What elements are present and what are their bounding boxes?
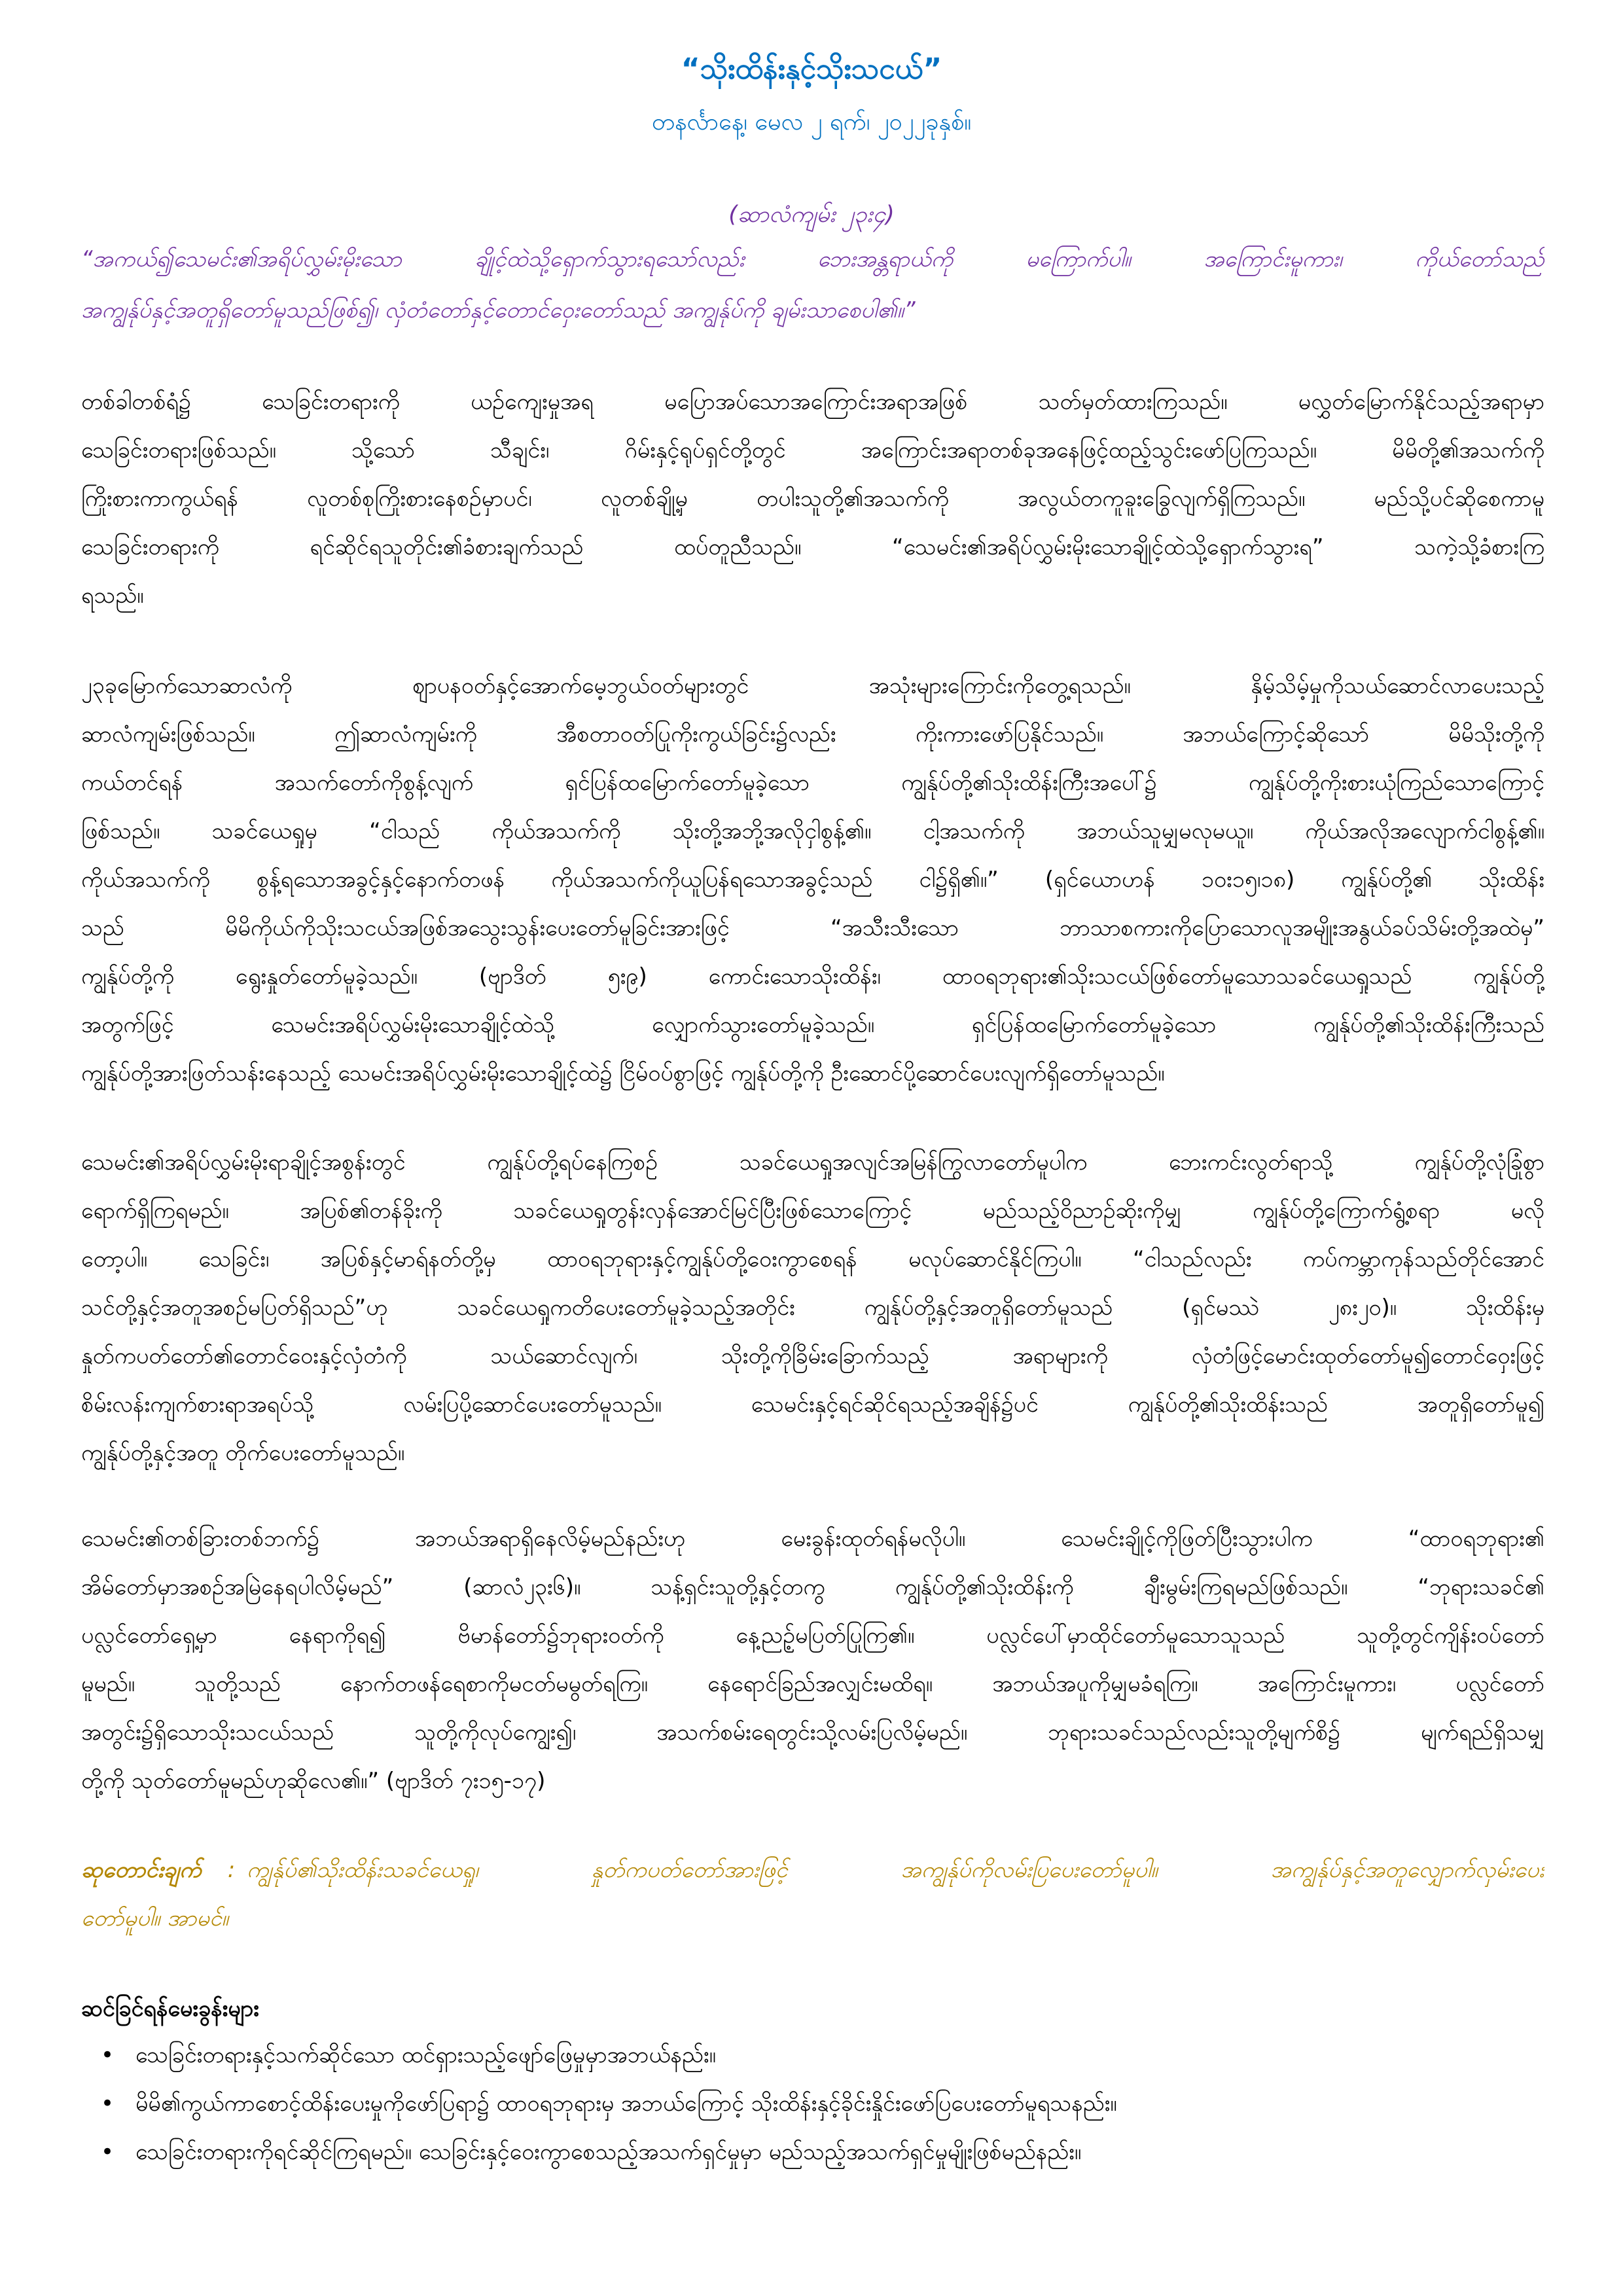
scripture-reference: (ဆာလံကျမ်း ၂၃း၄) [728, 202, 895, 228]
paragraph-line: သင်တို့နှင့်အတူအစဉ်မပြတ်ရှိသည်”ဟု သခင်ယေရှုကတိပေးတော်မူခဲ့သည့်အတိုင်း ကျွန်ုပ်တို့နှင့်အတူရှိတော်မူသည် (ရှင်မဿဲ ၂၈း၂၀)။ သိုးထိန်းမှ [81, 1295, 1544, 1321]
paragraph-line: သေမင်း၏တစ်ခြားတစ်ဘက်၌ အဘယ်အရာရှိနေလိမ့်မည်နည်းဟု မေးခွန်းထုတ်ရန်မလိုပါ။ သေမင်းချိုင့်ကိုဖြတ်ပြီးသွားပါက “ထာဝရဘုရား၏ [81, 1526, 1544, 1552]
paragraph-line: တို့ကို သုတ်တော်မူမည်ဟုဆိုလေ၏။” (ဗျာဒိတ် ၇း၁၅-၁၇) [81, 1768, 546, 1794]
prayer-line: တော်မူပါ။ အာမင်။ [81, 1905, 229, 1931]
paragraph-line: ကြိုးစားကာကွယ်ရန် လူတစ်စုကြိုးစားနေစဉ်မှာပင်၊ လူတစ်ချို့မှ တပါးသူတို့၏အသက်ကို အလွယ်တကူခူးခြွေလျက်ရှိကြသည်။ မည်သို့ပင်ဆိုစေကာမူ [81, 486, 1544, 512]
paragraph-line: အတွက်ဖြင့် သေမင်းအရိပ်လွှမ်းမိုးသောချိုင့်ထဲသို့ လျှောက်သွားတော်မူခဲ့သည်။ ရှင်ပြန်ထမြောက်တော်မူခဲ့သော ကျွန်ုပ်တို့၏သိုးထိန်းကြီးသည် [81, 1012, 1544, 1038]
paragraph-line: ရသည်။ [81, 583, 144, 609]
paragraph-line: မူမည်။ သူတို့သည် နောက်တဖန်ရေစာကိုမငတ်မမွတ်ရကြ။ နေရောင်ခြည်အလျှင်းမထိရ။ အဘယ်အပူကိုမျှမခံရကြ။ အကြောင်းမူကား၊ ပလ္လင်တော် [81, 1671, 1544, 1697]
paragraph-line: ကျွန်ုပ်တို့ကို ရွေးနှုတ်တော်မူခဲ့သည်။ (ဗျာဒိတ် ၅း၉) ကောင်းသောသိုးထိန်း၊ ထာဝရဘုရား၏သိုးသငယ်ဖြစ်တော်မူသောသခင်ယေရှုသည် ကျွန်ုပ်တို့ [81, 963, 1544, 990]
reflection-question-list [81, 2031, 1544, 2176]
prayer-text: ကျွန်ုပ်၏သိုးထိန်းသခင်ယေရှု၊ နှုတ်ကပတ်တော်အားဖြင့် အကျွန်ုပ်ကိုလမ်းပြပေးတော်မူပါ။ အကျွန်ုပ်နှင့်အတူလျှောက်လှမ်းပေး [247, 1857, 1544, 1883]
paragraph-line: တစ်ခါတစ်ရံ၌ သေခြင်းတရားကို ယဉ်ကျေးမှုအရ မပြောအပ်သောအကြောင်းအရာအဖြစ် သတ်မှတ်ထားကြသည်။ မလွှတ်မြောက်နိုင်သည့်အရာမှာ [81, 389, 1544, 415]
paragraph-line: ကျွန်ုပ်တို့နှင့်အတူ တိုက်ပေးတော်မူသည်။ [81, 1440, 405, 1466]
prayer-block [81, 1846, 1544, 1943]
page-title: “သိုးထိန်းနှင့်သိုးသငယ်” [681, 52, 942, 86]
prayer-line [81, 1846, 1544, 1894]
paragraph-line: နှုတ်ကပတ်တော်၏တောင်ဝေးနှင့်လှံတံကို သယ်ဆောင်လျက်၊ သိုးတို့ကိုခြိမ်းခြောက်သည့် အရာများကို လှံတံဖြင့်မောင်းထုတ်တော်မူ၍တောင်ဝှေးဖြင့် [81, 1343, 1544, 1369]
scripture-quote-line: “အကယ်၍သေမင်း၏အရိပ်လွှမ်းမိုးသော ချိုင့်ထဲသို့ရှောက်သွားရသော်လည်း ဘေးအန္တရာယ်ကို မကြောက်ပါ။ အကြောင်းမူကား၊ ကိုယ်တော်သည် [81, 246, 1544, 272]
paragraph-line: ရောက်ရှိကြရမည်။ အပြစ်၏တန်ခိုးကို သခင်ယေရှုတွန်းလှန်အောင်မြင်ပြီးဖြစ်သောကြောင့် မည်သည့်ဝိညာဉ်ဆိုးကိုမျှ ကျွန်ုပ်တို့ကြောက်ရွံ့စရာ မလို [81, 1198, 1544, 1224]
question-text: မိမိ၏ကွယ်ကာစောင့်ထိန်းပေးမှုကိုဖော်ပြရာ၌ ထာဝရဘုရားမှ အဘယ်ကြောင့် သိုးထိန်းနှင့်ခိုင်းနှိုင်းဖော်ပြပေးတော်မူရသနည်း။ [135, 2090, 1117, 2117]
bullet-marker [94, 2079, 120, 2128]
prayer-label: ဆုတောင်းချက် [81, 1857, 202, 1883]
paragraph-line: ကယ်တင်ရန် အသက်တော်ကိုစွန့်လျက် ရှင်ပြန်ထမြောက်တော်မူခဲ့သော ကျွန်ုပ်တို့၏သိုးထိန်းကြီးအပေါ်၌ ကျွန်ုပ်တို့ကိုးစားယုံကြည်သောကြောင့် [81, 770, 1544, 796]
paragraph-line: သေမင်း၏အရိပ်လွှမ်းမိုးရာချိုင့်အစွန်းတွင် ကျွန်ုပ်တို့ရပ်နေကြစဉ် သခင်ယေရှုအလျင်အမြန်ကြွလာတော်မူပါက ဘေးကင်းလွတ်ရာသို့ ကျွန်ုပ်တို့လုံခြုံစွာ [81, 1149, 1544, 1175]
question-text: သေခြင်းတရားနှင့်သက်ဆိုင်သော ထင်ရှားသည့်ဖျော်ဖြေမှုမှာအဘယ်နည်း။ [135, 2042, 716, 2068]
date-line: တနင်္လာနေ့၊ မေလ ၂ ရက်၊ ၂၀၂၂ခုနှစ်။ [651, 109, 972, 135]
paragraph-line: တော့ပါ။ သေခြင်း၊ အပြစ်နှင့်မာရ်နတ်တို့မှ ထာဝရဘုရားနှင့်ကျွန်ုပ်တို့ဝေးကွာစေရန် မလုပ်ဆောင်နိုင်ကြပါ။ “ငါသည်လည်း ကပ်ကမ္ဘာကုန်သည်တိုင်အောင် [81, 1246, 1544, 1272]
paragraph-line: သေခြင်းတရားကို ရင်ဆိုင်ရသူတိုင်း၏ခံစားချက်သည် ထပ်တူညီသည်။ “သေမင်း၏အရိပ်လွှမ်းမိုးသောချိုင့်ထဲသို့ရှောက်သွားရ” သကဲ့သို့ခံစားကြ [81, 534, 1544, 560]
paragraph-line: ကိုယ်အသက်ကို စွန့်ရသောအခွင့်နှင့်နောက်တဖန် ကိုယ်အသက်ကိုယူပြန်ရသောအခွင့်သည် ငါ၌ရှိ၏။” (ရှင်ယောဟန် ၁၀း၁၅၊၁၈) ကျွန်ုပ်တို့၏ သိုးထိန်း [81, 867, 1544, 893]
reflection-heading-block [81, 1984, 1544, 2033]
paragraph-line: ကျွန်ုပ်တို့အားဖြတ်သန်းနေသည့် သေမင်းအရိပ်လွှမ်းမိုးသောချိုင့်ထဲ၌ ငြိမ်ဝပ်စွာဖြင့် ကျွန်ုပ်တို့ကို ဦးဆောင်ပို့ဆောင်ပေးလျက်ရှိတော်မူသည်။ [81, 1060, 1165, 1086]
body-paragraph-3 [81, 1138, 1544, 1477]
paragraph-line: သေခြင်းတရားဖြစ်သည်။ သို့သော် သီချင်း၊ ဂိမ်းနှင့်ရုပ်ရှင်တို့တွင် အကြောင်းအရာတစ်ခုအနေဖြင့်ထည့်သွင်းဖော်ပြကြသည်။ မိမိတို့၏အသက်ကို [81, 437, 1544, 463]
paragraph-line: အိမ်တော်မှာအစဉ်အမြဲနေရပါလိမ့်မည်” (ဆာလံ၂၃း၆)။ သန့်ရှင်းသူတို့နှင့်တကွ ကျွန်ုပ်တို့၏သိုးထိန်းကို ချီးမွမ်းကြရမည်ဖြစ်သည်။ “ဘုရားသခင်၏ [81, 1574, 1544, 1600]
paragraph-line: ဆာလံကျမ်းဖြစ်သည်။ ဤဆာလံကျမ်းကို အီစတာဝတ်ပြုကိုးကွယ်ခြင်း၌လည်း ကိုးကားဖော်ပြနိုင်သည်။ အဘယ်ကြောင့်ဆိုသော် မိမိသိုးတို့ကို [81, 721, 1544, 747]
paragraph-line: သည် မိမိကိုယ်ကိုသိုးသငယ်အဖြစ်အသွေးသွန်းပေးတော်မူခြင်းအားဖြင့် “အသီးသီးသော ဘာသာစကားကိုပြောသောလူအမျိုးအနွယ်ခပ်သိမ်းတို့အထဲမှ” [81, 915, 1544, 941]
paragraph-line: အတွင်း၌ရှိသောသိုးသငယ်သည် သူတို့ကိုလုပ်ကျွေး၍၊ အသက်စမ်းရေတွင်းသို့လမ်းပြလိမ့်မည်။ ဘုရားသခင်သည်လည်းသူတို့မျက်စိ၌ မျက်ရည်ရှိသမျှ [81, 1719, 1544, 1746]
scripture-quote-line: အကျွန်ုပ်နှင့်အတူရှိတော်မူသည်ဖြစ်၍၊ လှံတံတော်နှင့်တောင်ဝှေးတော်သည် အကျွန်ုပ်ကို ချမ်းသာစေပါ၏။” [81, 297, 916, 323]
question-text: သေခြင်းတရားကိုရင်ဆိုင်ကြရမည်။ သေခြင်းနှင့်ဝေးကွာစေသည့်အသက်ရှင်မှုမှာ မည်သည့်အသက်ရှင်မှုမျိုးဖြစ်မည်နည်း။ [135, 2139, 1082, 2165]
bullet-marker [94, 2128, 120, 2176]
body-paragraph-1 [81, 378, 1544, 620]
bullet-marker [94, 2031, 120, 2079]
body-paragraph-2 [81, 662, 1544, 1098]
body-paragraph-4 [81, 1515, 1544, 1805]
scripture-quote [81, 234, 1544, 336]
paragraph-line: ၂၃ခုမြောက်သောဆာလံကို ဈာပနဝတ်နှင့်အောက်မေ့ဘွယ်ဝတ်များတွင် အသုံးများကြောင်းကိုတွေ့ရသည်။ နှိမ့်သိမ့်မှုကိုသယ်ဆောင်လာပေးသည့် [81, 673, 1544, 699]
paragraph-line: ပလ္လင်တော်ရှေ့မှာ နေရာကိုရ၍ ဗိမာန်တော်၌ဘုရားဝတ်ကို နေ့ညဉ့်မပြတ်ပြုကြ၏။ ပလ္လင်ပေါ်မှာထိုင်တော်မူသောသူသည် သူတို့တွင်ကျိန်းဝပ်တော် [81, 1623, 1544, 1649]
list-item [81, 2128, 1544, 2176]
paragraph-line: စိမ်းလန်းကျက်စားရာအရပ်သို့ လမ်းပြပို့ဆောင်ပေးတော်မူသည်။ သေမင်းနှင့်ရင်ဆိုင်ရသည့်အချိန်၌ပင် ကျွန်ုပ်တို့၏သိုးထိန်းသည် အတူရှိတော်မူ၍ [81, 1391, 1544, 1418]
reflection-heading: ဆင်ခြင်ရန်မေးခွန်းများ [81, 1996, 259, 2022]
prayer-separator: : [227, 1857, 236, 1883]
list-item [81, 2031, 1544, 2079]
list-item [81, 2079, 1544, 2128]
paragraph-line: ဖြစ်သည်။ သခင်ယေရှုမှ “ငါသည် ကိုယ်အသက်ကို သိုးတို့အဘို့အလိုငှါစွန့်၏။ ငါ့အသက်ကို အဘယ်သူမျှမလုမယူ။ ကိုယ်အလိုအလျောက်ငါစွန့်၏။ [81, 818, 1544, 844]
